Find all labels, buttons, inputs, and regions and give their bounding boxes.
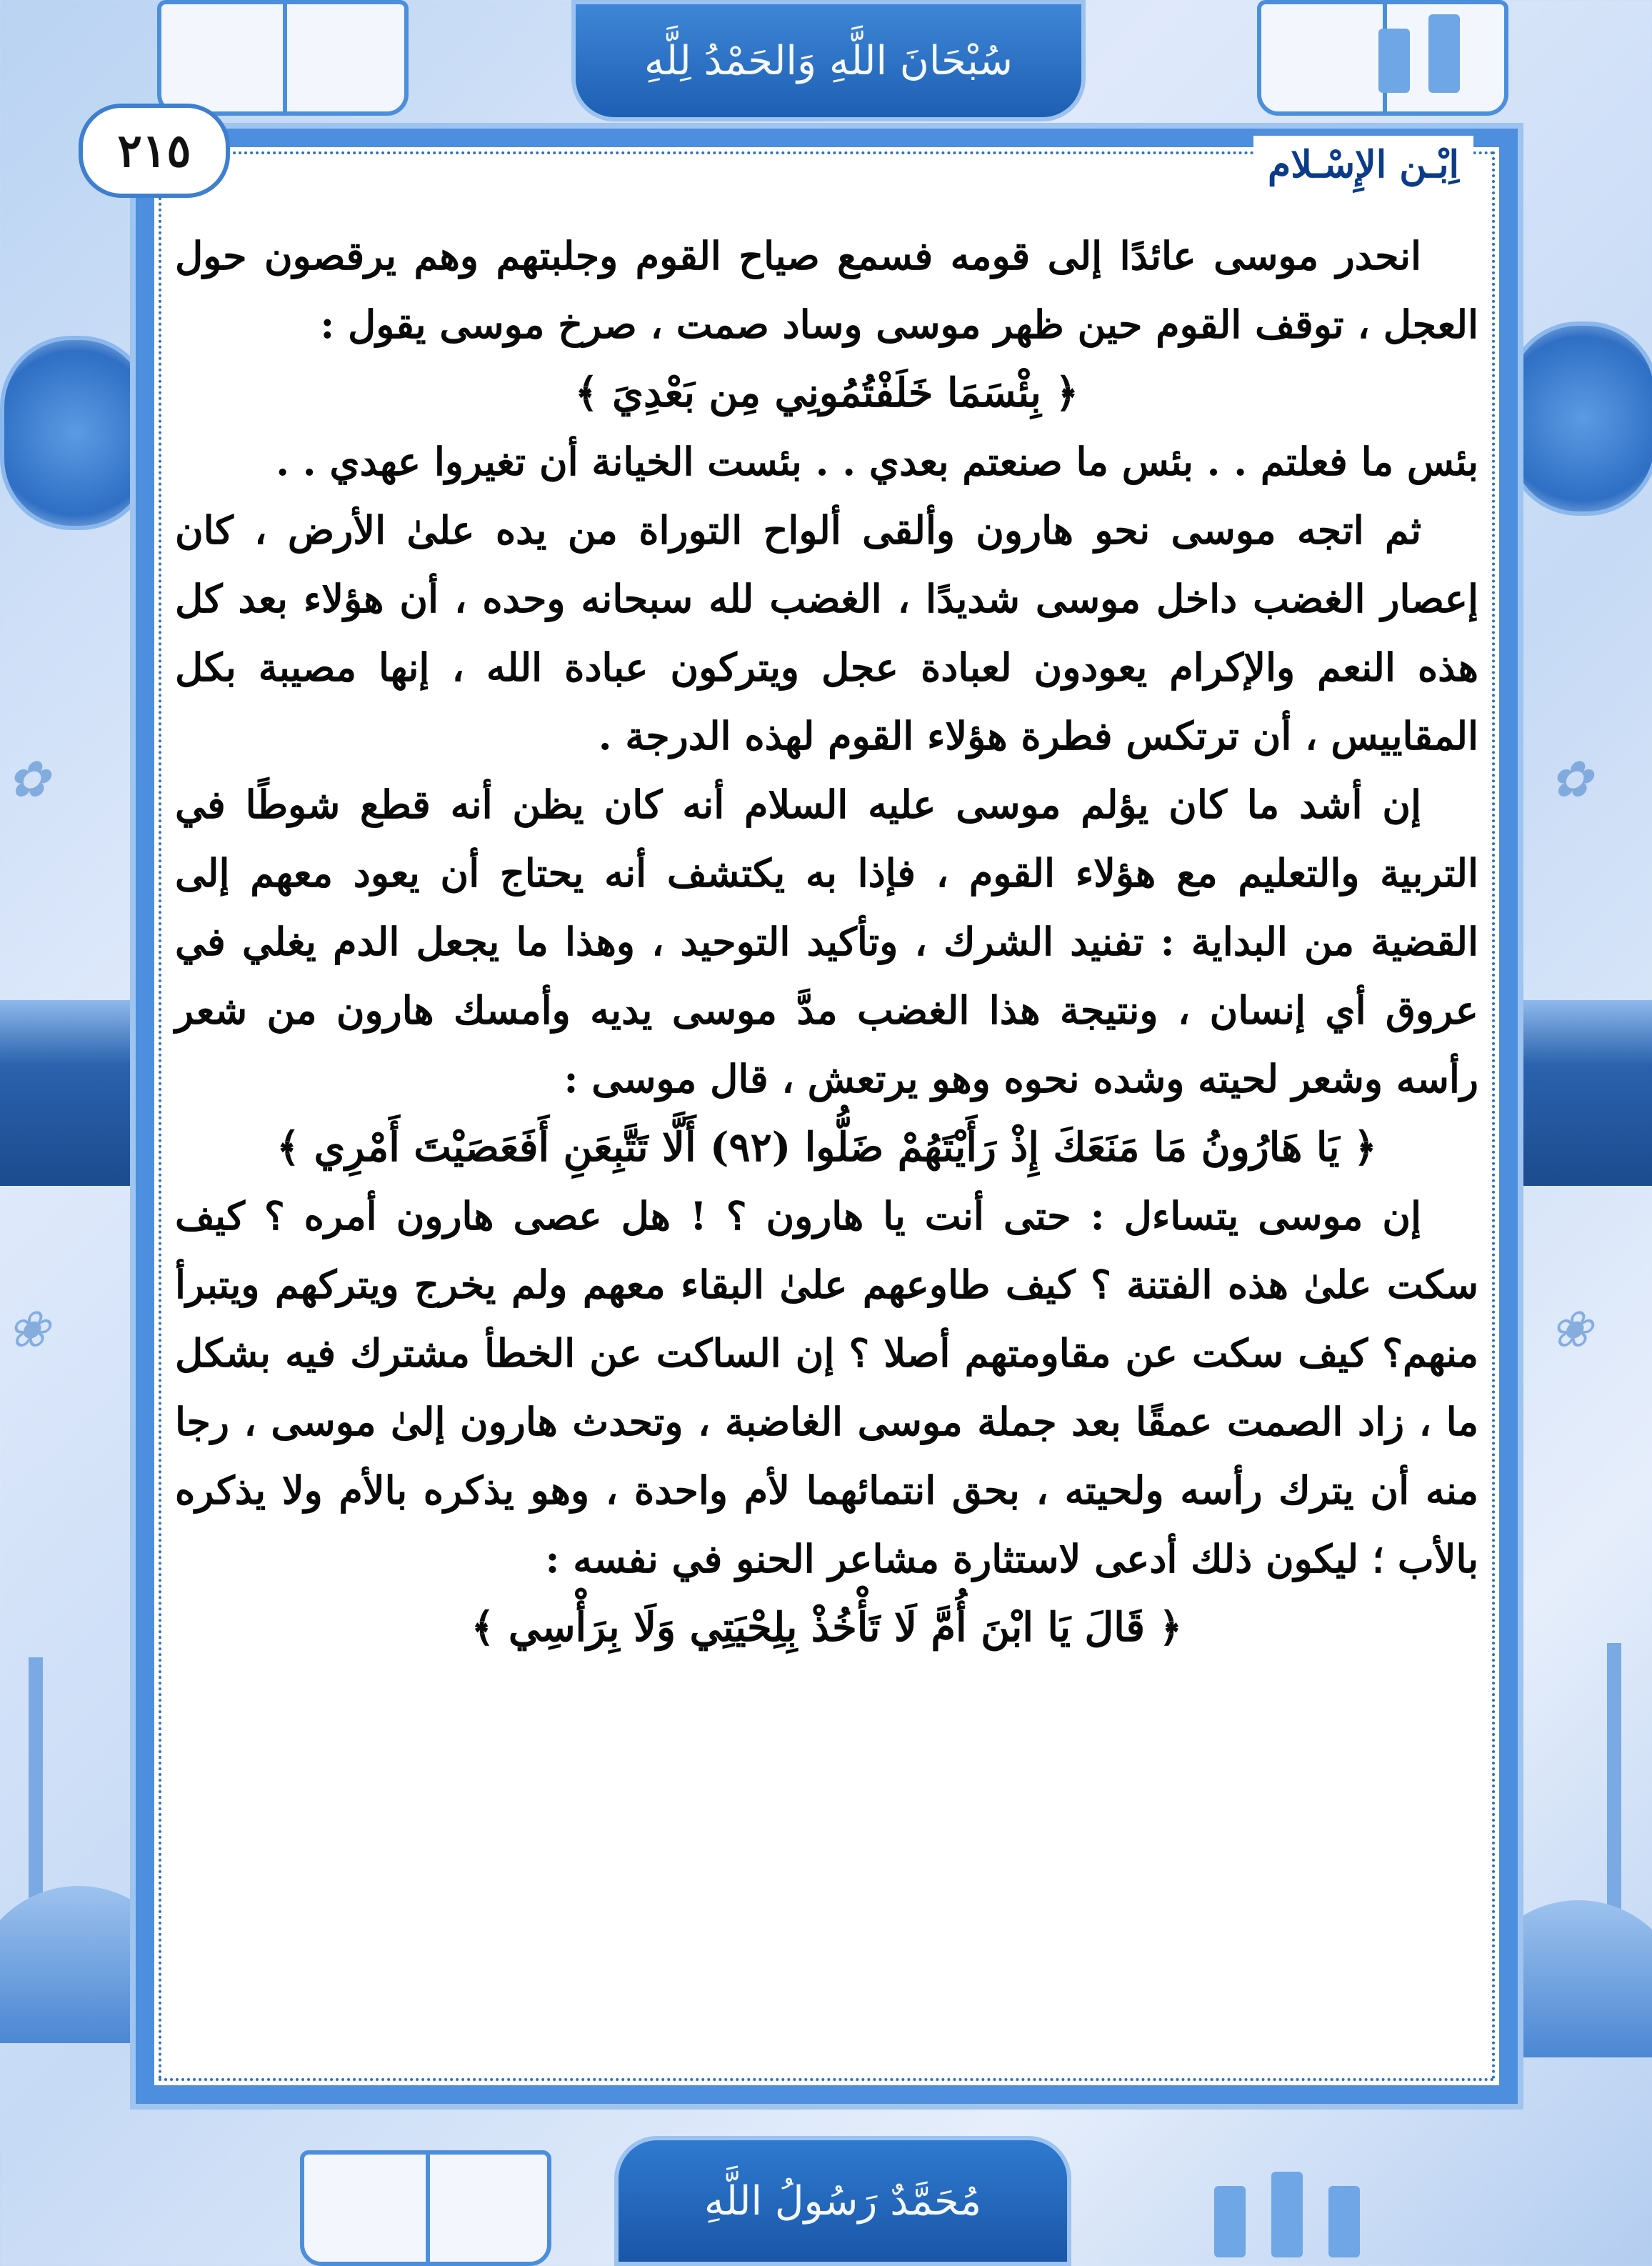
- quran-verse: ﴿ يَا هَارُونُ مَا مَنَعَكَ إِذْ رَأَيْتَهُمْ ضَلُّوا (٩٢) أَلَّا تَتَّبِعَنِ أَفَعَصَيْتَ أَمْرِي ﴾: [276, 1124, 1377, 1171]
- open-book-icon: [300, 2150, 551, 2266]
- candle-icon: [1428, 14, 1460, 93]
- page-body: [175, 221, 1478, 1662]
- top-cartouche-text: سُبْحَانَ اللَّهِ وَالحَمْدُ لِلَّهِ: [644, 37, 1013, 84]
- bottom-cartouche: [614, 2136, 1071, 2266]
- candle-icon: [1328, 2186, 1360, 2257]
- calligraphy-medallion-left: [0, 336, 151, 530]
- calligraphy-ornament-right: ✿: [1550, 750, 1592, 809]
- calligraphy-ornament-right-2: ❀: [1550, 1300, 1592, 1359]
- paragraph: إن موسى يتساءل : حتى أنت يا هارون ؟ ! هل عصى هارون أمره ؟ كيف سكت علىٰ هذه الفتنة ؟ كيف طاوعهم علىٰ البقاء معهم ولم يخرج ويتركهم ويتبرأ منهم؟ كيف سكت عن مقاومتهم أصلا ؟ إن الساكت عن الخطأ مشترك فيه بشكل ما ، زاد الصمت عمقًا بعد جملة موسى الغاضبة ، وتحدث هارون إلىٰ موسى ، رجا منه أن يترك رأسه ولحيته ، بحق انتمائهما لأم واحدة ، وهو يذكره بالأم ولا يذكره بالأب ؛ ليكون ذلك أدعى لاستثارة مشاعر الحنو في نفسه :: [175, 1193, 1478, 1582]
- paragraph: ثم اتجه موسى نحو هارون وألقى ألواح التوراة من يده علىٰ الأرض ، كان إعصار الغضب داخل موسى شديدًا ، الغضب لله سبحانه وحده ، أن هؤلاء بعد كل هذه النعم والإكرام يعودون لعبادة عجل ويتركون عبادة الله ، إنها مصيبة بكل المقاييس ، أن ترتكس فطرة هؤلاء القوم لهذه الدرجة .: [175, 507, 1478, 759]
- candle-icon: [1214, 2186, 1246, 2257]
- page-number: ٢١٥: [79, 104, 230, 198]
- top-cartouche: [571, 0, 1086, 121]
- paragraph: بئس ما فعلتم . . بئس ما صنعتم بعدي . . بئست الخيانة أن تغيروا عهدي . .: [276, 439, 1478, 484]
- candle-icon: [1378, 29, 1410, 93]
- calligraphy-ornament-left: ✿: [7, 750, 49, 809]
- kaaba-image-right: [1518, 1000, 1652, 1186]
- calligraphy-medallion-right: [1507, 321, 1652, 516]
- bottom-cartouche-text: مُحَمَّدٌ رَسُولُ اللَّهِ: [704, 2177, 982, 2225]
- candle-icon: [1271, 2172, 1303, 2257]
- calligraphy-ornament-left-2: ❀: [7, 1300, 49, 1359]
- minaret-icon: [1607, 1643, 1621, 1929]
- open-book-icon: [157, 0, 409, 116]
- minaret-icon: [29, 1657, 43, 1929]
- paragraph: انحدر موسى عائدًا إلى قومه فسمع صياح القوم وجلبتهم وهم يرقصون حول العجل ، توقف القوم حين ظهر موسى وساد صمت ، صرخ موسى يقول :: [175, 233, 1478, 347]
- quran-verse: ﴿ قَالَ يَا ابْنَ أُمَّ لَا تَأْخُذْ بِلِحْيَتِي وَلَا بِرَأْسِي ﴾: [471, 1604, 1183, 1651]
- running-head: اِبْـن الإِسْـلام: [1253, 136, 1473, 193]
- paragraph: إن أشد ما كان يؤلم موسى عليه السلام أنه كان يظن أنه قطع شوطًا في التربية والتعليم مع هؤلاء القوم ، فإذا به يكتشف أنه يحتاج أن يعود معهم إلى القضية من البداية : تفنيد الشرك ، وتأكيد التوحيد ، وهذا ما يجعل الدم يغلي في عروق أي إنسان ، ونتيجة هذا الغضب مدَّ موسى يديه وأمسك هارون من شعر رأسه وشعر لحيته وشده نحوه وهو يرتعش ، قال موسى :: [175, 782, 1478, 1102]
- kaaba-image-left: [0, 1000, 136, 1186]
- quran-verse: ﴿ بِئْسَمَا خَلَفْتُمُونِي مِن بَعْدِيَ ﴾: [574, 369, 1079, 416]
